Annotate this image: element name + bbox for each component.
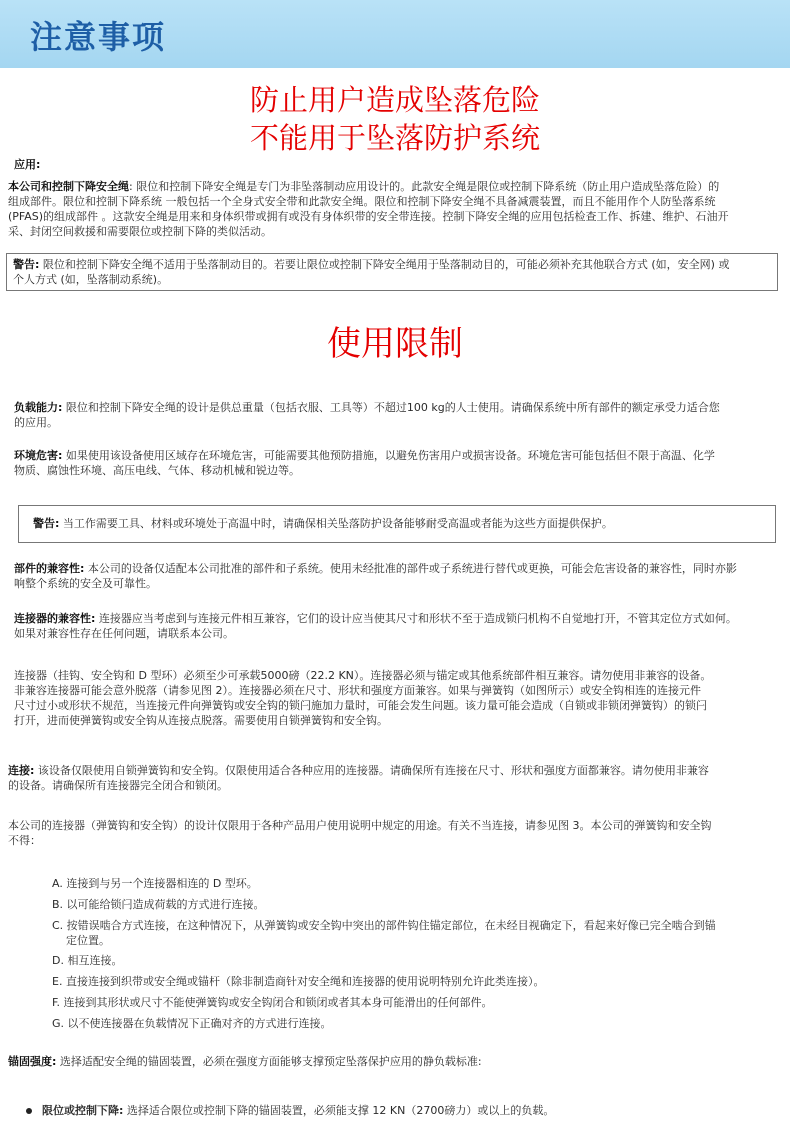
application-label: 本公司和控制下降安全绳: [8, 180, 129, 193]
list-item: F. 连接到其形状或尺寸不能使弹簧钩或安全钩闭合和锁闭或者其本身可能滑出的任何部件。: [52, 996, 493, 1009]
application-paragraph: 本公司和控制下降安全绳: 限位和控制下降安全绳是专门为非坠落制动应用设计的。此款安全绳是限位或控制下降系统（防止用户造成坠落危险）的 组成部件。限位和控制下降系统 一般包括一个全身式安全带和此款安全绳。限位和控制下降安全绳不具备减震装置，而且不能用作个人防坠落系统 (PFAS)的组成部件 。这款安全绳是用来和身体织带或拥有或没有身体织带的安全带连接。控制下降安全绳的应用包括检查工作、拆建、维护、石油开 采、封闭空间救援和需要限位或控制下降的类似活动。: [8, 180, 729, 238]
warning-box-heat: 警告: 当工作需要工具、材料或环境处于高温中时，请确保相关坠落防护设备能够耐受高温或者能为这些方面提供保护。: [18, 505, 776, 543]
list-item: G. 以不使连接器在负载情况下正确对齐的方式进行连接。: [52, 1017, 332, 1030]
connection-paragraph: 连接: 该设备仅限使用自锁弹簧钩和安全钩。仅限使用适合各种应用的连接器。请确保所有连接在尺寸、形状和强度方面都兼容。请勿使用非兼容 的设备。请确保所有连接器完全闭合和锁闭。: [8, 764, 709, 792]
connector-compatibility-paragraph: 连接器的兼容性: 连接器应当考虑到与连接元件相互兼容，它们的设计应当使其尺寸和形状不至于造成锁闩机构不自觉地打开，不管其定位方式如何。 如果对兼容性存在任何问题，请联系本公司。: [14, 612, 737, 640]
connector-strength-paragraph: 连接器（挂钩、安全钩和 D 型环）必须至少可承载5000磅（22.2 KN）。连接器必须与锚定或其他系统部件相互兼容。请勿使用非兼容的设备。 非兼容连接器可能会意外脱落（请参见图 2）。连接器必须在尺寸、形状和强度方面兼容。如果与弹簧钩（如图所示）或安全钩相连的连接元件 尺寸过小或形状不规范，当连接元件向弹簧钩或安全钩的锁闩施加力量时，可能会发生问题。该力量可能会造成（自锁或非锁闭弹簧钩）的锁闩 打开，进而使弹簧钩或安全钩从连接点脱落。需要使用自锁弹簧钩和安全钩。: [14, 669, 712, 727]
list-item: B. 以可能给锁闩造成荷载的方式进行连接。: [52, 898, 265, 911]
application-heading: 应用:: [14, 158, 41, 171]
bullet-dot-icon: [26, 1108, 32, 1114]
list-item: C. 按错误啮合方式连接，在这种情况下，从弹簧钩或安全钩中突出的部件钩住锚定部位，在未经目视确定下，看起来好像已完全啮合到锚: [52, 919, 716, 932]
warning-title-line2: 不能用于坠落防护系统: [249, 121, 540, 155]
page-title: 注意事项: [30, 18, 167, 56]
list-item-continuation: 定位置。: [66, 934, 110, 947]
hazards-paragraph: 环境危害: 如果使用该设备使用区域存在环境危害，可能需要其他预防措施，以避免伤害用户或损害设备。环境危害可能包括但不限于高温、化学 物质、腐蚀性环境、高压电线、气体、移动机械和锐边等。: [14, 449, 715, 477]
capacity-paragraph: 负载能力: 限位和控制下降安全绳的设计是供总重量（包括衣服、工具等）不超过100 kg的人士使用。请确保系统中所有部件的额定承受力适合您 的应用。: [14, 401, 720, 429]
header-band: [0, 0, 790, 68]
list-item: E. 直接连接到织带或安全绳或锚杆（除非制造商针对安全绳和连接器的使用说明特别允许此类连接）。: [52, 975, 545, 988]
connector-usage-paragraph: 本公司的连接器（弹簧钩和安全钩）的设计仅限用于各种产品用户使用说明中规定的用途。有关不当连接，请参见图 3。本公司的弹簧钩和安全钩 不得：: [8, 819, 712, 847]
warning-box-fall-arrest: 警告: 限位和控制下降安全绳不适用于坠落制动目的。若要让限位或控制下降安全绳用于坠落制动目的，可能必须补充其他联合方式 (如，安全网) 或 个人方式 (如，坠落制动系统)。: [6, 253, 778, 291]
usage-limits-title: 使用限制: [327, 324, 463, 364]
list-item: A. 连接到与另一个连接器相连的 D 型环。: [52, 877, 258, 890]
restraint-bullet: 限位或控制下降: 选择适合限位或控制下降的锚固装置，必须能支撑 12 KN（2700磅力）或以上的负载。: [26, 1103, 554, 1118]
anchor-strength-paragraph: 锚固强度: 选择适配安全绳的锚固装置，必须在强度方面能够支撑预定坠落保护应用的静负载标准:: [8, 1055, 482, 1068]
list-item: D. 相互连接。: [52, 954, 123, 967]
warning-title-line1: 防止用户造成坠落危险: [249, 83, 540, 117]
compatibility-paragraph: 部件的兼容性: 本公司的设备仅适配本公司批准的部件和子系统。使用未经批准的部件或子系统进行替代或更换，可能会危害设备的兼容性，同时亦影 响整个系统的安全及可靠性。: [14, 562, 737, 590]
